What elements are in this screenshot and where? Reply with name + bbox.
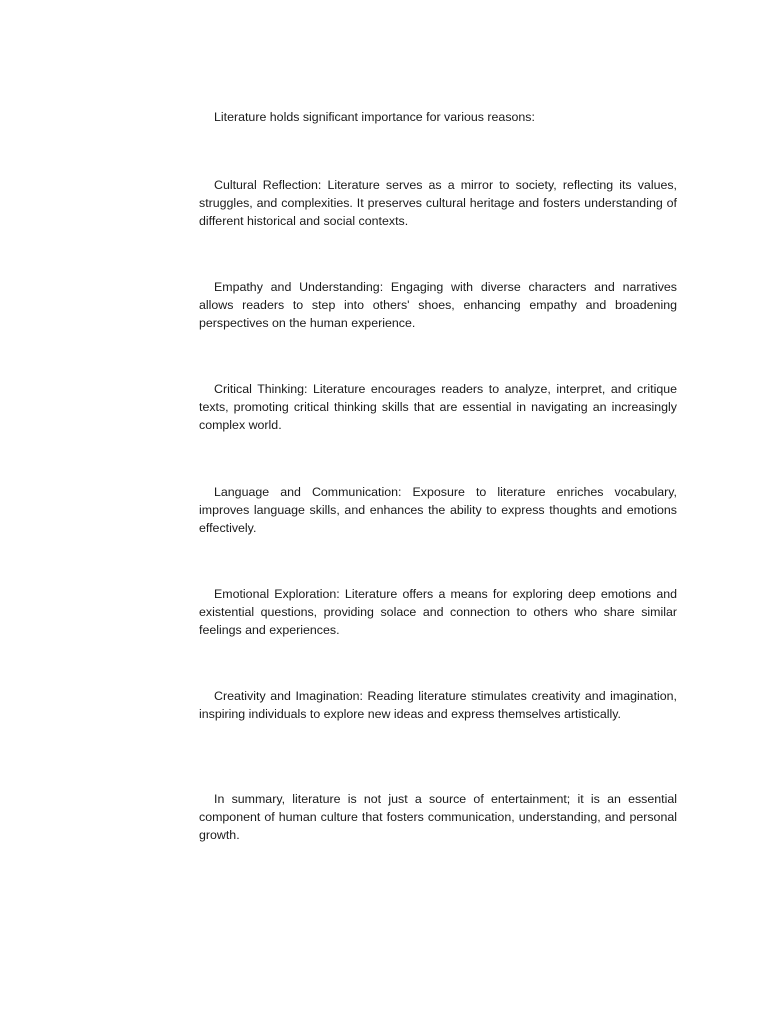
paragraph-empathy-understanding: Empathy and Understanding: Engaging with diverse characters and narratives allows readers to step into others' shoes, enhancing empathy and broadening perspectives on the human experience. [199, 280, 677, 330]
paragraph-cultural-reflection: Cultural Reflection: Literature serves as a mirror to society, reflecting its values, struggles, and complexities. It preserves cultural heritage and fosters understanding of different historical and social contexts. [199, 178, 677, 228]
paragraph-critical-thinking: Critical Thinking: Literature encourages readers to analyze, interpret, and critique texts, promoting critical thinking skills that are essential in navigating an increasingly complex world. [199, 382, 677, 432]
paragraph-emotional-exploration: Emotional Exploration: Literature offers a means for exploring deep emotions and existential questions, providing solace and connection to others who share similar feelings and experiences. [199, 587, 677, 637]
intro-paragraph: Literature holds significant importance for various reasons: [214, 110, 535, 124]
summary-paragraph: In summary, literature is not just a source of entertainment; it is an essential component of human culture that fosters communication, understanding, and personal growth. [199, 792, 677, 842]
paragraph-creativity-imagination: Creativity and Imagination: Reading literature stimulates creativity and imagination, inspiring individuals to explore new ideas and express themselves artistically. [199, 689, 677, 721]
paragraph-language-communication: Language and Communication: Exposure to literature enriches vocabulary, improves language skills, and enhances the ability to express thoughts and emotions effectively. [199, 485, 677, 535]
